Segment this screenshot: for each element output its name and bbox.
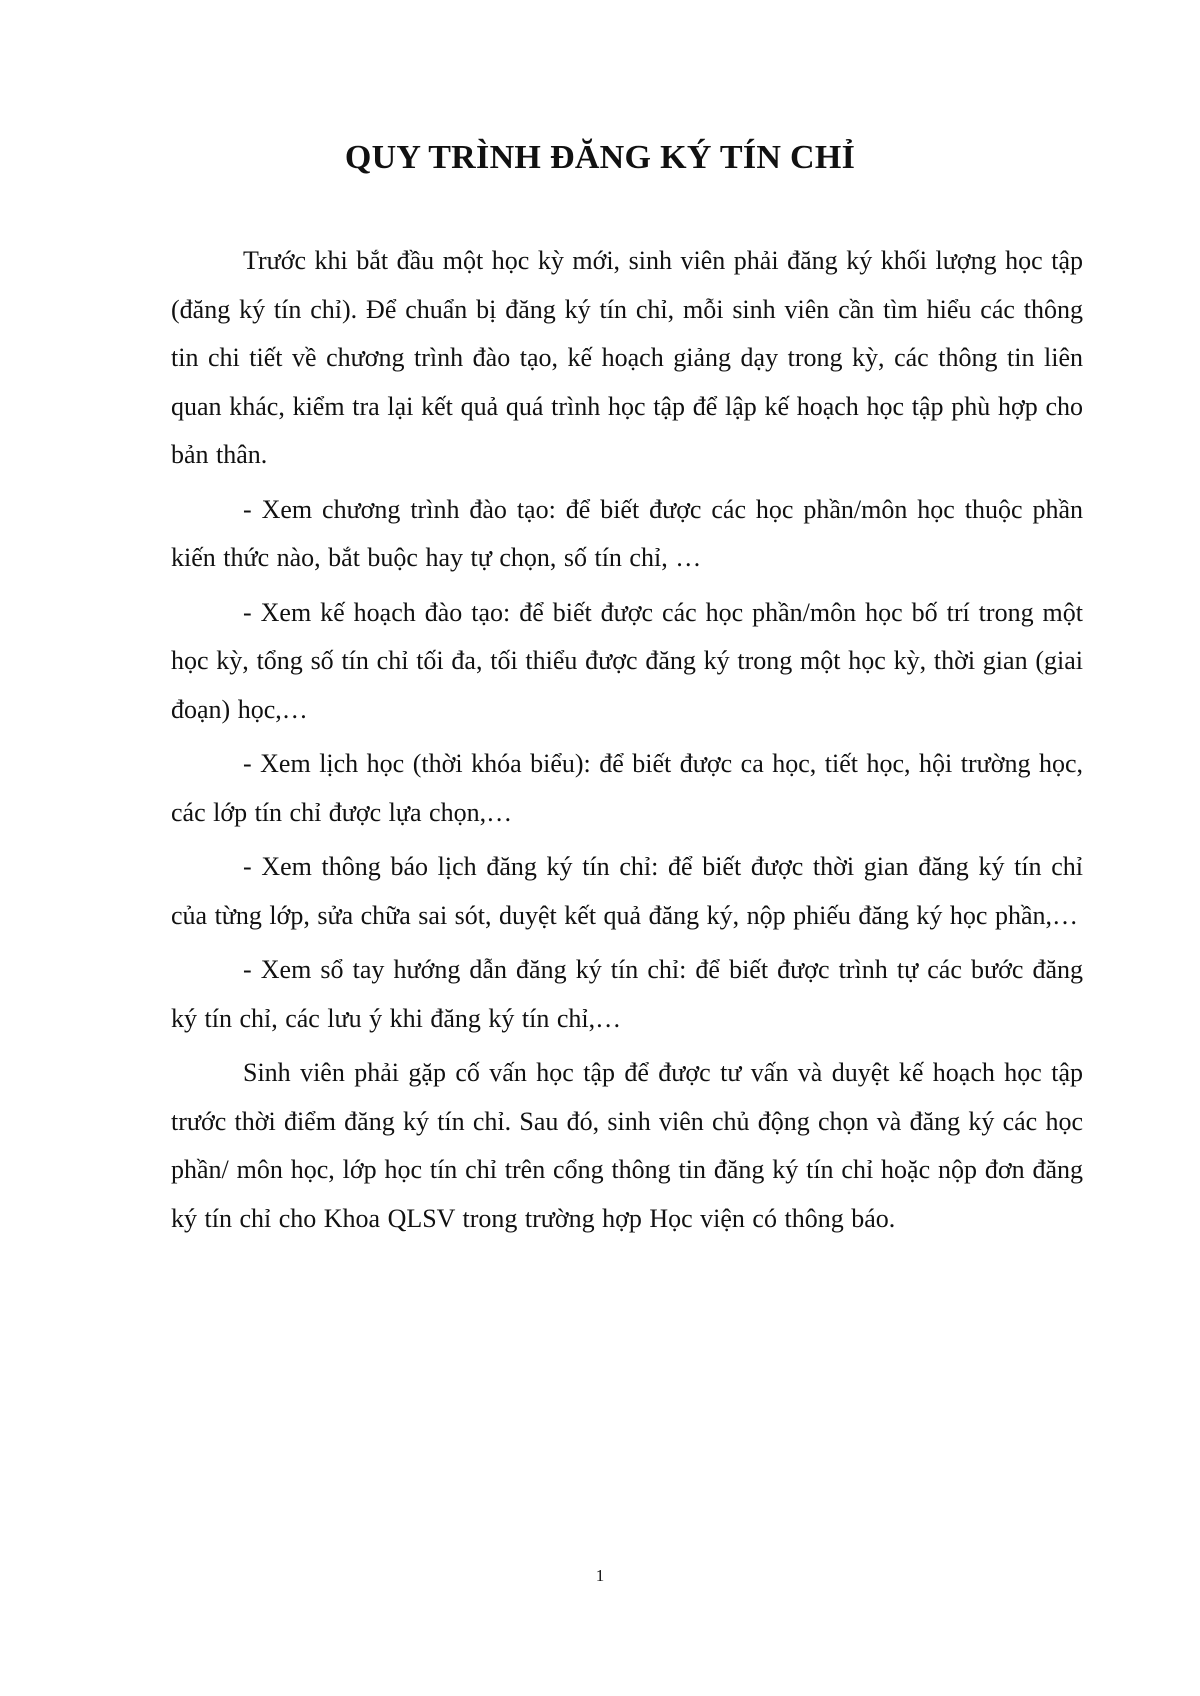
page-number: 1: [595, 1566, 605, 1585]
bullet-handbook: - Xem sổ tay hướng dẫn đăng ký tín chỉ: để biết được trình tự các bước đăng ký tín chỉ, các lưu ý khi đăng ký tín chỉ,…: [171, 955, 1083, 1033]
bullet-registration-notice: - Xem thông báo lịch đăng ký tín chỉ: để biết được thời gian đăng ký tín chỉ của từng lớp, sửa chữa sai sót, duyệt kết quả đăng ký, nộp phiếu đăng ký học phần,…: [171, 852, 1083, 930]
bullet-curriculum: - Xem chương trình đào tạo: để biết được các học phần/môn học thuộc phần kiến thức nào, bắt buộc hay tự chọn, số tín chỉ, …: [171, 494, 1083, 572]
document-body: [171, 237, 1083, 1249]
bullet-training-plan: - Xem kế hoạch đào tạo: để biết được các học phần/môn học bố trí trong một học kỳ, tổng số tín chỉ tối đa, tối thiểu được đăng ký trong một học kỳ, thời gian (giai đoạn) học,…: [171, 597, 1083, 724]
closing-paragraph: Sinh viên phải gặp cố vấn học tập để được tư vấn và duyệt kế hoạch học tập trước thời điểm đăng ký tín chỉ. Sau đó, sinh viên chủ động chọn và đăng ký các học phần/ môn học, lớp học tín chỉ trên cổng thông tin đăng ký tín chỉ hoặc nộp đơn đăng ký tín chỉ cho Khoa QLSV trong trường hợp Học viện có thông báo.: [171, 1058, 1083, 1233]
bullet-schedule: - Xem lịch học (thời khóa biểu): để biết được ca học, tiết học, hội trường học, các lớp tín chỉ được lựa chọn,…: [171, 749, 1083, 827]
intro-paragraph: Trước khi bắt đầu một học kỳ mới, sinh viên phải đăng ký khối lượng học tập (đăng ký tín chỉ). Để chuẩn bị đăng ký tín chỉ, mỗi sinh viên cần tìm hiểu các thông tin chi tiết về chương trình đào tạo, kế hoạch giảng dạy trong kỳ, các thông tin liên quan khác, kiểm tra lại kết quả quá trình học tập để lập kế hoạch học tập phù hợp cho bản thân.: [171, 246, 1083, 469]
document-title: QUY TRÌNH ĐĂNG KÝ TÍN CHỈ: [344, 139, 856, 176]
